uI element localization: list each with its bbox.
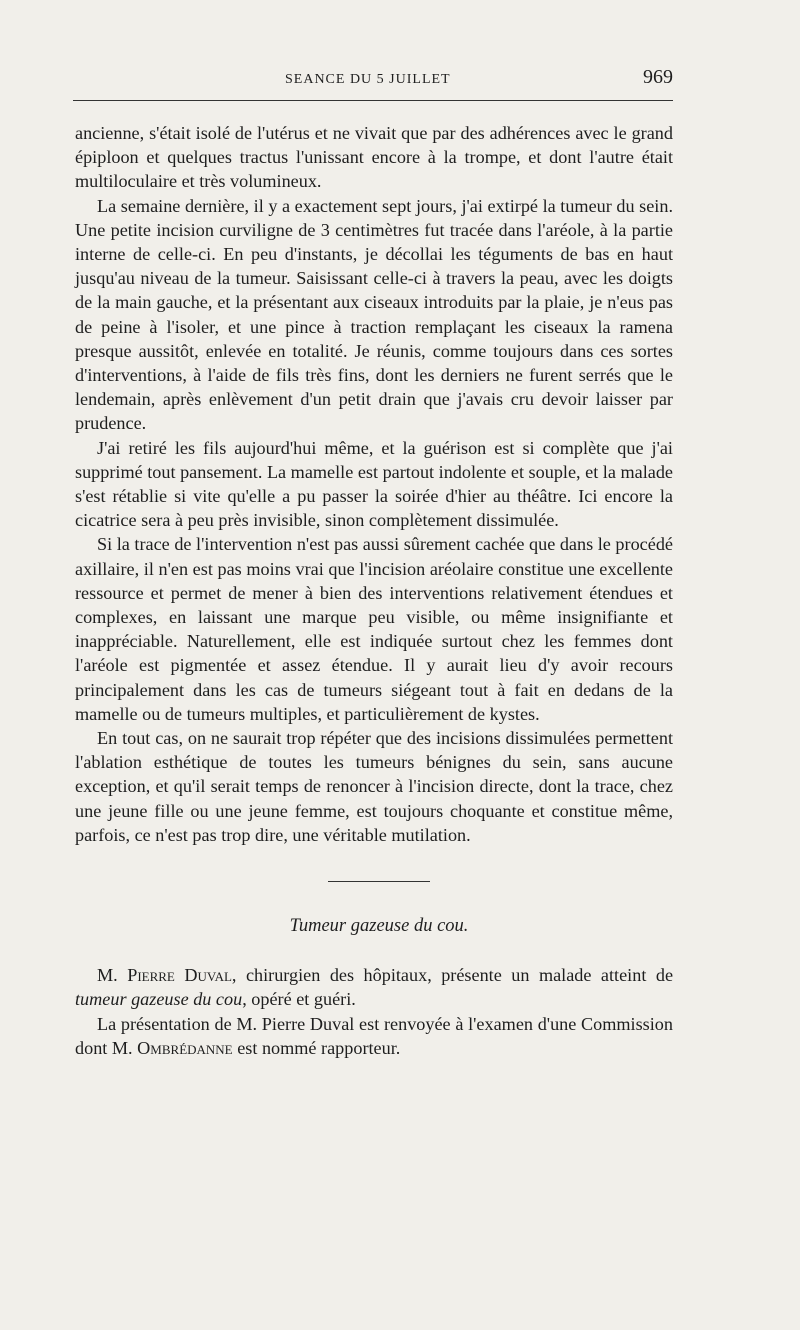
lead-text: M.: [97, 965, 118, 986]
presentation-paragraph: [75, 963, 673, 1011]
body-text: [75, 121, 673, 847]
paragraph-continuation: ancienne, s'était isolé de l'utérus et ne vivait que par des adhérences avec le grand épiploon et quelques tractus l'unissant encore à la trompe, et dont l'autre était multiloculaire et très volumineux.: [75, 123, 673, 192]
page-header: [75, 64, 673, 100]
section-divider: [328, 881, 430, 882]
section-title: Tumeur gazeuse du cou.: [289, 916, 469, 937]
referral-text-b: est nommé rapporteur.: [232, 1037, 401, 1058]
referral-paragraph: [75, 1012, 673, 1060]
paragraph: En tout cas, on ne saurait trop répéter que des incisions dissimulées permettent l'ablation esthétique de toutes les tumeurs bénignes du sein, sans aucune exception, et qu'il serait temps de renoncer à l'incision directe, dont la trace, chez une jeune fille ou une jeune femme, est toujours choquante et constitue même, parfois, ce n'est pas trop dire, une véritable mutilation.: [75, 728, 673, 845]
page-number: 969: [643, 66, 673, 88]
rapporteur-name: Ombrédanne: [137, 1037, 233, 1058]
paragraph: La semaine dernière, il y a exactement sept jours, j'ai extirpé la tumeur du sein. Une petite incision curviligne de 3 centimètres fut tracée dans l'aréole, à la partie interne de celle-ci. En peu d'instants, je décollai les téguments de bas en haut jusqu'au niveau de la tumeur. Saisissant celle-ci à travers la peau, avec les doigts de la main gauche, et la présentant aux ciseaux introduits par la plaie, je n'eus pas de peine à l'isoler, et une pince à traction remplaçant les ciseaux la ramena presque aussitôt, enlevée en totalité. Je réunis, comme toujours dans ces sortes d'interventions, à l'aide de fils très fins, dont les derniers ne furent serrés que le lendemain, après enlèvement d'un petit drain que j'avais cru devoir laisser par prudence.: [75, 195, 673, 434]
presentation-text-b: , opéré et guéri.: [242, 989, 356, 1010]
paragraph: Si la trace de l'intervention n'est pas aussi sûrement cachée que dans le procédé axillaire, il n'en est pas moins vrai que l'incision aréolaire constitue une excellente ressource et permet de mener à bien des interventions relativement étendues et complexes, en laissant une marque peu visible, ou même insignifiante et inappréciable. Naturellement, elle est indiquée surtout chez les femmes dont l'aréole est pigmentée et assez étendue. Il y aurait lieu d'y avoir recours principalement dans les cas de tumeurs siégeant tout à fait en dedans de la mamelle ou de tumeurs multiples, et particulièrement de kystes.: [75, 534, 673, 724]
header-rule: [73, 100, 673, 101]
presentation-emphasis: tumeur gazeuse du cou: [75, 989, 243, 1010]
presentation-text-a: , chirurgien des hôpitaux, présente un malade atteint de: [231, 965, 674, 986]
speaker-name: Pierre Duval: [127, 965, 232, 986]
paragraph: J'ai retiré les fils aujourd'hui même, et la guérison est si complète que j'ai supprimé tout pansement. La mamelle est partout indolente et souple, et la malade s'est rétablie si vite qu'elle a pu passer la soirée d'hier au théâtre. Ici encore la cicatrice sera à peu près invisible, sinon complètement dissimulée.: [75, 437, 673, 531]
running-title: SEANCE DU 5 JUILLET: [285, 72, 451, 87]
referral-text-a: La présentation de M. Pierre Duval est renvoyée à l'examen d'une Commission dont M.: [75, 1013, 673, 1058]
document-page: [75, 64, 673, 1060]
